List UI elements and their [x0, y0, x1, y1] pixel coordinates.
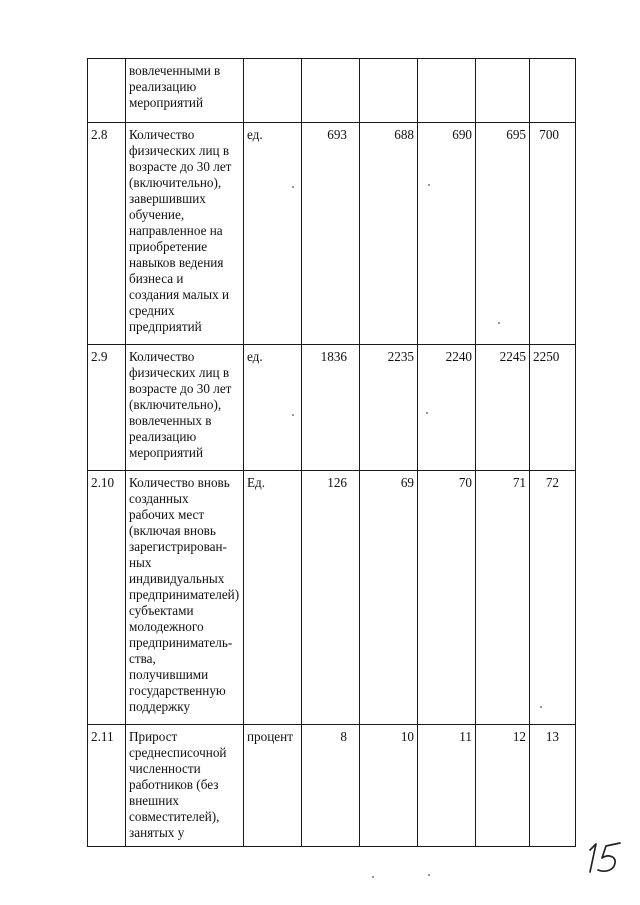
value-cell: 690 [418, 123, 476, 345]
scan-speck [292, 186, 294, 188]
value-cell [418, 59, 476, 123]
handwritten-page-number [584, 838, 628, 878]
indicator-description [126, 59, 244, 123]
unit-cell [244, 59, 302, 123]
value-cell: 8 [302, 725, 360, 847]
value-cell: 1836 [302, 345, 360, 471]
value-cell: 12 [476, 725, 530, 847]
handwritten-page-number-drawing [584, 838, 628, 878]
table-row [88, 471, 576, 725]
unit-cell: процент [244, 725, 302, 847]
value-cell [476, 59, 530, 123]
value-cell: 126 [302, 471, 360, 725]
scan-speck [498, 322, 500, 324]
unit-cell: Ед. [244, 471, 302, 725]
indicators-table [87, 58, 576, 847]
unit-cell: ед. [244, 123, 302, 345]
value-cell: 688 [360, 123, 418, 345]
value-cell: 69 [360, 471, 418, 725]
value-cell: 70 [418, 471, 476, 725]
indicator-description [126, 471, 244, 725]
scan-speck [428, 184, 430, 186]
value-cell [360, 59, 418, 123]
value-cell: 2245 [476, 345, 530, 471]
value-cell: 695 [476, 123, 530, 345]
scan-speck [372, 876, 374, 878]
indicator-description [126, 123, 244, 345]
unit-cell: ед. [244, 345, 302, 471]
table-row [88, 725, 576, 847]
table-row [88, 345, 576, 471]
indicator-description-text: Прирост среднесписочной численности работников (без внешних совместителей), занятых у [129, 729, 227, 840]
row-number [88, 59, 126, 123]
indicator-description-text: Количество вновь созданных рабочих мест (включая вновь зарегистрирован- ных индивидуальных предпринимателей) субъектами молодежного предприниматель- ства, получившими государственную поддержку [129, 475, 240, 714]
value-cell: 11 [418, 725, 476, 847]
row-number: 2.8 [88, 123, 126, 345]
indicator-description-text: Количество физических лиц в возрасте до 30 лет (включительно), вовлеченных в реализацию мероприятий [129, 349, 232, 460]
value-cell: 71 [476, 471, 530, 725]
table-row [88, 123, 576, 345]
value-cell: 2235 [360, 345, 418, 471]
value-cell: 72 [530, 471, 576, 725]
value-cell: 10 [360, 725, 418, 847]
value-cell: 2240 [418, 345, 476, 471]
table-row [88, 59, 576, 123]
scan-speck [428, 874, 430, 876]
indicator-description [126, 345, 244, 471]
value-cell: 693 [302, 123, 360, 345]
indicator-description [126, 725, 244, 847]
row-number: 2.11 [88, 725, 126, 847]
value-cell [302, 59, 360, 123]
indicator-description-text: вовлеченными в реализацию мероприятий [129, 63, 221, 110]
row-number: 2.10 [88, 471, 126, 725]
row-number: 2.9 [88, 345, 126, 471]
value-cell: 700 [530, 123, 576, 345]
scan-speck [540, 706, 542, 708]
scan-speck [426, 412, 428, 414]
value-cell [530, 59, 576, 123]
value-cell: 13 [530, 725, 576, 847]
scan-speck [292, 414, 294, 416]
indicator-description-text: Количество физических лиц в возрасте до 30 лет (включительно), завершивших обучение, направленное на приобретение навыков ведения бизнеса и создания малых и средних предприятий [129, 127, 232, 334]
value-cell: 2250 [530, 345, 576, 471]
